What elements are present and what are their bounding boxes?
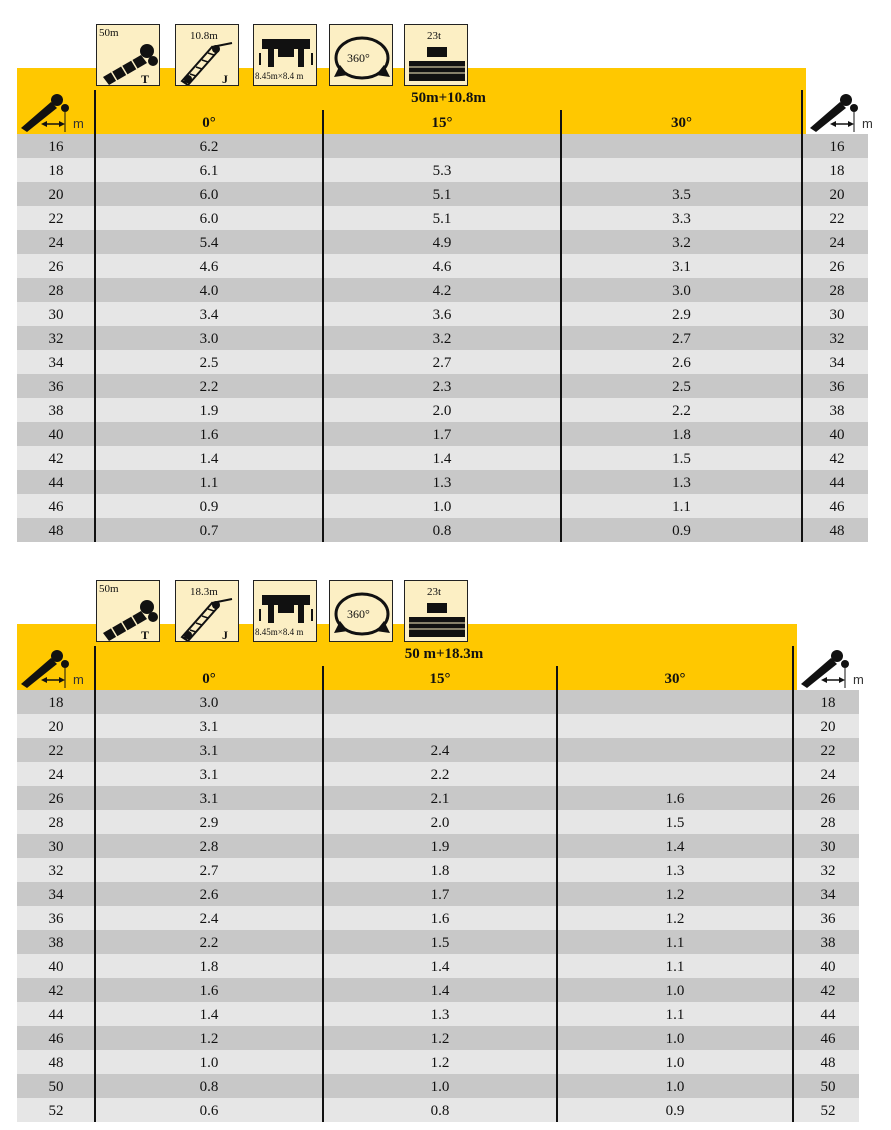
load-value-cell: 6.0: [199, 211, 219, 227]
load-value-cell: 0.7: [199, 523, 219, 539]
load-value-cell: 2.2: [199, 935, 219, 951]
radius-cell-left: 16: [48, 139, 64, 155]
boom-length-icon: [96, 24, 160, 86]
table-row: [17, 1074, 859, 1098]
boom-length-icon: [96, 580, 160, 642]
radius-cell-left: 22: [48, 211, 64, 227]
radius-cell-right: 16: [829, 139, 845, 155]
counterweight-icon: [404, 580, 468, 642]
load-value-cell: [561, 134, 802, 158]
load-value-cell: 1.3: [430, 1007, 450, 1023]
radius-cell-right: 44: [829, 475, 845, 491]
radius-cell-right: 42: [829, 451, 845, 467]
table-title: 50 m+18.3m: [404, 646, 484, 662]
radius-cell-left: 48: [48, 523, 64, 539]
radius-cell-left: 34: [48, 355, 64, 371]
angle-header: 0°: [202, 115, 216, 131]
load-value-cell: 1.9: [199, 403, 219, 419]
radius-cell-right: 26: [829, 259, 845, 275]
table-row: [17, 134, 868, 158]
load-value-cell: 2.7: [672, 331, 691, 347]
radius-cell-left: 20: [48, 719, 64, 735]
outrigger-label: 8.45m×8.4 m: [255, 71, 304, 81]
load-value-cell: 1.1: [672, 499, 691, 515]
jib-length-label: 10.8m: [190, 30, 218, 42]
radius-cell-right: 28: [820, 815, 836, 831]
load-value-cell: 1.4: [665, 839, 685, 855]
radius-cell-left: 44: [48, 1007, 64, 1023]
table-row: [17, 882, 859, 906]
table-row: [17, 1002, 859, 1026]
load-value-cell: 3.1: [199, 791, 219, 807]
counterweight-icon: [404, 24, 468, 86]
column-divider: [801, 90, 803, 542]
load-value-cell: [557, 738, 793, 762]
jib-mark-label: J: [222, 72, 228, 86]
load-value-cell: 3.0: [672, 283, 691, 299]
radius-cell-right: 26: [820, 791, 836, 807]
table-row: [17, 906, 859, 930]
load-value-cell: 1.2: [430, 1055, 450, 1071]
load-value-cell: 1.6: [199, 983, 219, 999]
radius-cell-left: 32: [48, 863, 64, 879]
load-value-cell: 2.4: [430, 743, 450, 759]
boom-length-label: 50m: [99, 583, 119, 595]
load-value-cell: 1.3: [665, 863, 685, 879]
radius-cell-right: 34: [829, 355, 845, 371]
radius-cell-left: 22: [48, 743, 64, 759]
column-divider: [94, 646, 96, 1122]
table-row: [17, 398, 868, 422]
load-value-cell: 3.2: [672, 235, 691, 251]
table-row: [17, 422, 868, 446]
load-value-cell: 4.9: [432, 235, 452, 251]
table-row: [17, 470, 868, 494]
load-value-cell: 1.1: [665, 935, 685, 951]
load-value-cell: 2.2: [430, 767, 450, 783]
table-row: [17, 1026, 859, 1050]
load-value-cell: 1.2: [665, 887, 685, 903]
load-value-cell: 1.2: [665, 911, 685, 927]
radius-cell-left: 36: [48, 911, 64, 927]
radius-cell-left: 42: [48, 983, 64, 999]
table-row: [17, 762, 859, 786]
angle-header: 15°: [429, 671, 451, 687]
table-row: [17, 278, 868, 302]
load-value-cell: 3.2: [432, 331, 452, 347]
radius-cell-right: 22: [820, 743, 836, 759]
load-value-cell: 0.8: [430, 1103, 450, 1119]
load-value-cell: 1.0: [665, 1031, 685, 1047]
column-divider: [560, 110, 562, 542]
load-value-cell: 0.9: [665, 1103, 685, 1119]
load-value-cell: 1.6: [199, 427, 219, 443]
angle-header: 30°: [664, 671, 686, 687]
load-value-cell: [561, 158, 802, 182]
radius-cell-right: 38: [820, 935, 836, 951]
radius-cell-right: 38: [829, 403, 845, 419]
column-divider: [94, 90, 96, 542]
load-chart-section: [0, 556, 891, 1126]
table-title: 50m+10.8m: [411, 90, 486, 106]
rotation-icon: [329, 580, 393, 642]
radius-cell-left: 24: [48, 767, 64, 783]
radius-cell-right: 48: [820, 1055, 836, 1071]
table-row: [17, 254, 868, 278]
radius-unit-left: m: [73, 116, 84, 131]
load-value-cell: 1.5: [665, 815, 685, 831]
load-value-cell: 4.0: [199, 283, 219, 299]
radius-cell-left: 28: [48, 815, 64, 831]
table-row: [17, 930, 859, 954]
table-row: [17, 494, 868, 518]
radius-cell-right: 34: [820, 887, 836, 903]
load-value-cell: 1.8: [199, 959, 219, 975]
radius-cell-left: 20: [48, 187, 64, 203]
radius-cell-right: 30: [820, 839, 836, 855]
radius-cell-right: 46: [829, 499, 845, 515]
load-value-cell: 2.6: [672, 355, 691, 371]
radius-cell-left: 30: [48, 839, 64, 855]
radius-cell-right: 18: [820, 695, 836, 711]
outrigger-icon: [253, 24, 317, 86]
radius-icon-right: [806, 80, 882, 134]
boom-mark-label: T: [141, 628, 150, 642]
radius-cell-left: 36: [48, 379, 64, 395]
radius-cell-left: 42: [48, 451, 64, 467]
angle-header: 15°: [431, 115, 453, 131]
load-value-cell: 2.9: [199, 815, 219, 831]
load-chart-section: [0, 0, 891, 546]
radius-cell-left: 18: [48, 163, 64, 179]
load-value-cell: 3.5: [672, 187, 691, 203]
table-row: [17, 834, 859, 858]
table-row: [17, 350, 868, 374]
radius-cell-left: 24: [48, 235, 64, 251]
column-divider: [556, 666, 558, 1122]
load-value-cell: 5.1: [432, 187, 452, 203]
radius-cell-left: 26: [48, 259, 64, 275]
load-value-cell: 2.9: [672, 307, 691, 323]
radius-unit-left: m: [73, 672, 84, 687]
load-value-cell: 2.1: [430, 791, 450, 807]
radius-cell-right: 48: [829, 523, 845, 539]
load-value-cell: 1.0: [432, 499, 452, 515]
radius-cell-right: 36: [829, 379, 845, 395]
radius-cell-left: 34: [48, 887, 64, 903]
load-value-cell: 0.8: [432, 523, 452, 539]
load-value-cell: 5.1: [432, 211, 452, 227]
radius-cell-left: 30: [48, 307, 64, 323]
load-value-cell: 1.7: [432, 427, 452, 443]
radius-cell-right: 32: [829, 331, 845, 347]
radius-cell-right: 52: [820, 1103, 836, 1119]
load-value-cell: 3.3: [672, 211, 691, 227]
radius-cell-right: 42: [820, 983, 836, 999]
boom-length-label: 50m: [99, 27, 119, 39]
load-value-cell: 0.9: [199, 499, 219, 515]
load-value-cell: 2.5: [199, 355, 219, 371]
load-value-cell: 1.1: [199, 475, 219, 491]
column-divider: [792, 646, 794, 1122]
radius-cell-left: 40: [48, 427, 64, 443]
radius-cell-right: 20: [820, 719, 836, 735]
radius-cell-right: 24: [820, 767, 836, 783]
load-value-cell: 2.0: [432, 403, 452, 419]
radius-cell-left: 38: [48, 935, 64, 951]
load-value-cell: 1.4: [430, 983, 450, 999]
load-value-cell: 1.6: [430, 911, 450, 927]
load-value-cell: 1.8: [672, 427, 691, 443]
radius-icon-left: [17, 636, 93, 690]
radius-cell-right: 40: [829, 427, 845, 443]
load-value-cell: 1.0: [430, 1079, 450, 1095]
load-value-cell: 0.9: [672, 523, 691, 539]
load-value-cell: 1.9: [430, 839, 450, 855]
radius-cell-right: 46: [820, 1031, 836, 1047]
load-value-cell: 2.5: [672, 379, 691, 395]
column-divider: [322, 666, 324, 1122]
boom-mark-label: T: [141, 72, 150, 86]
radius-cell-right: 22: [829, 211, 845, 227]
load-value-cell: 1.0: [665, 1055, 685, 1071]
table-row: [17, 978, 859, 1002]
jib-length-icon: [175, 580, 239, 642]
radius-cell-left: 18: [48, 695, 64, 711]
load-value-cell: 1.0: [665, 983, 685, 999]
load-value-cell: 4.6: [432, 259, 452, 275]
load-value-cell: 4.2: [432, 283, 452, 299]
load-value-cell: 3.1: [672, 259, 691, 275]
load-value-cell: 0.8: [199, 1079, 219, 1095]
radius-cell-right: 30: [829, 307, 845, 323]
radius-cell-left: 48: [48, 1055, 64, 1071]
rotation-label: 360°: [347, 51, 370, 65]
radius-cell-right: 28: [829, 283, 845, 299]
table-row: [17, 690, 859, 714]
load-value-cell: 3.4: [199, 307, 219, 323]
load-value-cell: 6.1: [199, 163, 219, 179]
load-value-cell: 2.4: [199, 911, 219, 927]
load-value-cell: 1.0: [665, 1079, 685, 1095]
rotation-label: 360°: [347, 607, 370, 621]
rotation-icon: [329, 24, 393, 86]
load-value-cell: 6.2: [199, 139, 219, 155]
radius-cell-right: 40: [820, 959, 836, 975]
radius-cell-left: 28: [48, 283, 64, 299]
radius-icon-left: [17, 80, 93, 134]
load-value-cell: 1.3: [672, 475, 691, 491]
table-row: [17, 786, 859, 810]
counterweight-label: 23t: [427, 30, 442, 42]
column-divider: [322, 110, 324, 542]
radius-cell-right: 44: [820, 1007, 836, 1023]
jib-length-label: 18.3m: [190, 586, 218, 598]
radius-cell-right: 18: [829, 163, 845, 179]
load-value-cell: 3.1: [199, 743, 219, 759]
load-value-cell: 6.0: [199, 187, 219, 203]
load-value-cell: 1.6: [665, 791, 685, 807]
load-value-cell: 5.3: [432, 163, 452, 179]
table-row: [17, 714, 859, 738]
load-value-cell: 2.2: [199, 379, 219, 395]
radius-icon-right: [797, 636, 873, 690]
load-value-cell: 2.6: [199, 887, 219, 903]
angle-header: 30°: [671, 115, 692, 131]
load-value-cell: [323, 134, 561, 158]
load-value-cell: 1.1: [665, 959, 685, 975]
load-value-cell: 1.1: [665, 1007, 685, 1023]
load-value-cell: 2.2: [672, 403, 691, 419]
load-value-cell: 3.0: [199, 695, 219, 711]
radius-cell-left: 50: [48, 1079, 64, 1095]
load-value-cell: 1.0: [199, 1055, 219, 1071]
load-value-cell: 1.2: [199, 1031, 219, 1047]
table-row: [17, 1050, 859, 1074]
table-row: [17, 158, 868, 182]
load-value-cell: 2.0: [430, 815, 450, 831]
load-value-cell: 1.4: [199, 1007, 219, 1023]
radius-cell-right: 36: [820, 911, 836, 927]
load-value-cell: 2.7: [432, 355, 452, 371]
table-row: [17, 230, 868, 254]
radius-cell-right: 32: [820, 863, 836, 879]
load-value-cell: [557, 690, 793, 714]
load-value-cell: [557, 714, 793, 738]
load-value-cell: 0.6: [199, 1103, 219, 1119]
load-value-cell: [323, 714, 557, 738]
table-row: [17, 326, 868, 350]
radius-cell-left: 38: [48, 403, 64, 419]
table-row: [17, 858, 859, 882]
load-value-cell: 3.6: [432, 307, 452, 323]
load-value-cell: [557, 762, 793, 786]
table-row: [17, 374, 868, 398]
load-value-cell: 1.4: [430, 959, 450, 975]
table-row: [17, 206, 868, 230]
load-value-cell: 2.7: [199, 863, 219, 879]
table-row: [17, 810, 859, 834]
load-value-cell: 1.5: [430, 935, 450, 951]
load-value-cell: 1.8: [430, 863, 450, 879]
radius-cell-left: 52: [48, 1103, 64, 1119]
load-value-cell: [323, 690, 557, 714]
counterweight-label: 23t: [427, 586, 442, 598]
radius-cell-left: 44: [48, 475, 64, 491]
radius-cell-right: 24: [829, 235, 845, 251]
load-value-cell: 1.7: [430, 887, 450, 903]
radius-unit-right: m: [853, 672, 864, 687]
load-value-cell: 1.3: [432, 475, 452, 491]
load-value-cell: 3.1: [199, 719, 219, 735]
load-value-cell: 4.6: [199, 259, 219, 275]
load-value-cell: 5.4: [199, 235, 219, 251]
load-value-cell: 1.4: [199, 451, 219, 467]
table-row: [17, 1098, 859, 1122]
jib-mark-label: J: [222, 628, 228, 642]
jib-length-icon: [175, 24, 239, 86]
table-row: [17, 182, 868, 206]
outrigger-label: 8.45m×8.4 m: [255, 627, 304, 637]
radius-cell-right: 50: [820, 1079, 836, 1095]
table-row: [17, 954, 859, 978]
outrigger-icon: [253, 580, 317, 642]
load-value-cell: 2.3: [432, 379, 452, 395]
radius-cell-left: 40: [48, 959, 64, 975]
radius-cell-left: 46: [48, 1031, 64, 1047]
table-row: [17, 446, 868, 470]
radius-unit-right: m: [862, 116, 873, 131]
radius-cell-right: 20: [829, 187, 845, 203]
load-value-cell: 2.8: [199, 839, 219, 855]
table-row: [17, 518, 868, 542]
radius-cell-left: 46: [48, 499, 64, 515]
radius-cell-left: 26: [48, 791, 64, 807]
load-value-cell: 3.1: [199, 767, 219, 783]
table-row: [17, 302, 868, 326]
load-value-cell: 3.0: [199, 331, 219, 347]
load-value-cell: 1.5: [672, 451, 691, 467]
load-value-cell: 1.2: [430, 1031, 450, 1047]
load-value-cell: 1.4: [432, 451, 452, 467]
angle-header: 0°: [202, 671, 216, 687]
table-row: [17, 738, 859, 762]
radius-cell-left: 32: [48, 331, 64, 347]
